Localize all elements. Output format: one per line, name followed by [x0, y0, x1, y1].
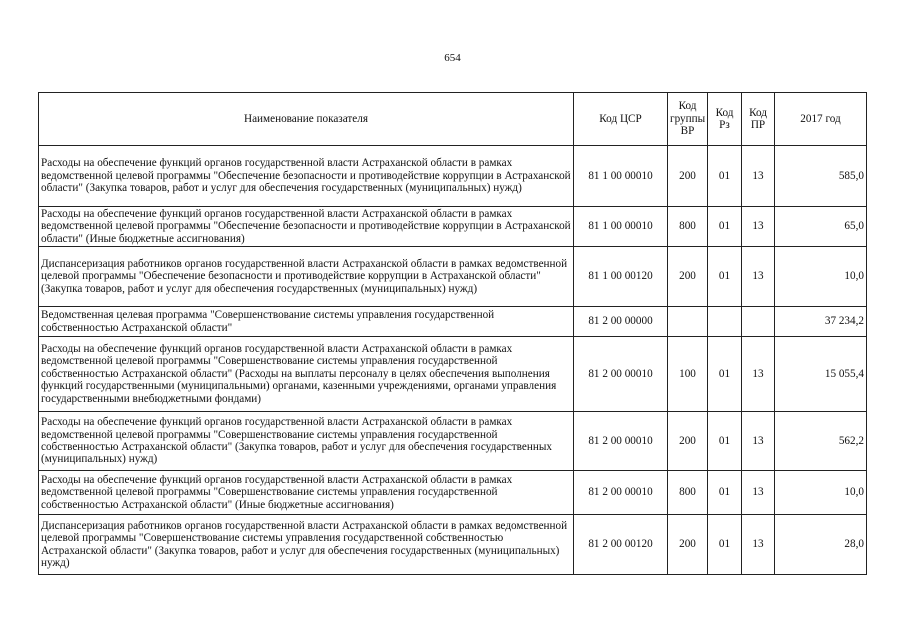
header-csr: Код ЦСР	[574, 93, 668, 146]
row-amount: 585,0	[775, 146, 867, 207]
row-pr	[742, 307, 775, 337]
row-amount: 10,0	[775, 471, 867, 515]
row-rz	[708, 307, 742, 337]
row-name: Диспансеризация работников органов государственной власти Астраханской области в рамках ведомственной целевой программы "Совершенствование системы управления государственной собственностью Астраханской области" (Закупка товаров, работ и услуг для обеспечения государственных (муниципальных) нужд)	[39, 515, 574, 575]
row-csr: 81 2 00 00010	[574, 412, 668, 471]
row-rz: 01	[708, 515, 742, 575]
row-csr: 81 2 00 00120	[574, 515, 668, 575]
row-vr: 200	[668, 515, 708, 575]
row-name: Диспансеризация работников органов государственной власти Астраханской области в рамках ведомственной целевой программы "Обеспечение безопасности и противодействие коррупции в Астраханской области" (Закупка товаров, работ и услуг для обеспечения государственных (муниципальных) нужд)	[39, 247, 574, 307]
row-name: Расходы на обеспечение функций органов государственной власти Астраханской области в рамках ведомственной целевой программы "Обеспечение безопасности и противодействие коррупции в Астраханской области" (Иные бюджетные ассигнования)	[39, 207, 574, 247]
row-vr: 800	[668, 207, 708, 247]
row-name: Расходы на обеспечение функций органов государственной власти Астраханской области в рамках ведомственной целевой программы "Совершенствование системы управления государственной собственностью Астраханской области" (Расходы на выплаты персоналу в целях обеспечения выполнения функций государственными (муниципальными) органами, казенными учреждениями, органами управления государственными внебюджетными фондами)	[39, 337, 574, 412]
row-rz: 01	[708, 337, 742, 412]
table-row	[39, 307, 867, 337]
row-csr: 81 2 00 00010	[574, 337, 668, 412]
header-year: 2017 год	[775, 93, 867, 146]
table-row	[39, 412, 867, 471]
row-vr: 800	[668, 471, 708, 515]
row-rz: 01	[708, 207, 742, 247]
row-csr: 81 1 00 00120	[574, 247, 668, 307]
row-rz: 01	[708, 471, 742, 515]
row-pr: 13	[742, 471, 775, 515]
row-pr: 13	[742, 337, 775, 412]
row-amount: 562,2	[775, 412, 867, 471]
row-csr: 81 2 00 00010	[574, 471, 668, 515]
page-number: 654	[444, 52, 461, 64]
row-vr: 200	[668, 412, 708, 471]
header-rz: Код Рз	[708, 93, 742, 146]
row-pr: 13	[742, 412, 775, 471]
row-amount: 65,0	[775, 207, 867, 247]
row-rz: 01	[708, 146, 742, 207]
row-pr: 13	[742, 515, 775, 575]
row-pr: 13	[742, 146, 775, 207]
row-amount: 37 234,2	[775, 307, 867, 337]
row-vr: 200	[668, 247, 708, 307]
header-vr: Код группы ВР	[668, 93, 708, 146]
row-rz: 01	[708, 247, 742, 307]
row-vr	[668, 307, 708, 337]
row-name: Расходы на обеспечение функций органов государственной власти Астраханской области в рамках ведомственной целевой программы "Совершенствование системы управления государственной собственностью Астраханской области" (Закупка товаров, работ и услуг для обеспечения государственных (муниципальных) нужд)	[39, 412, 574, 471]
row-amount: 15 055,4	[775, 337, 867, 412]
header-name: Наименование показателя	[39, 93, 574, 146]
header-pr: Код ПР	[742, 93, 775, 146]
row-pr: 13	[742, 207, 775, 247]
row-name: Расходы на обеспечение функций органов государственной власти Астраханской области в рамках ведомственной целевой программы "Совершенствование системы управления государственной собственностью Астраханской области" (Иные бюджетные ассигнования)	[39, 471, 574, 515]
table-row	[39, 337, 867, 412]
row-csr: 81 1 00 00010	[574, 146, 668, 207]
budget-table	[38, 92, 867, 575]
row-vr: 200	[668, 146, 708, 207]
table-row	[39, 146, 867, 207]
table-row	[39, 515, 867, 575]
row-vr: 100	[668, 337, 708, 412]
row-name: Расходы на обеспечение функций органов государственной власти Астраханской области в рамках ведомственной целевой программы "Обеспечение безопасности и противодействие коррупции в Астраханской области" (Закупка товаров, работ и услуг для обеспечения государственных (муниципальных) нужд)	[39, 146, 574, 207]
row-rz: 01	[708, 412, 742, 471]
table-row	[39, 207, 867, 247]
table-row	[39, 471, 867, 515]
table-row	[39, 247, 867, 307]
table-header-row	[39, 93, 867, 146]
row-csr: 81 1 00 00010	[574, 207, 668, 247]
row-amount: 28,0	[775, 515, 867, 575]
row-pr: 13	[742, 247, 775, 307]
row-amount: 10,0	[775, 247, 867, 307]
row-csr: 81 2 00 00000	[574, 307, 668, 337]
row-name: Ведомственная целевая программа "Совершенствование системы управления государственной собственностью Астраханской области"	[39, 307, 574, 337]
